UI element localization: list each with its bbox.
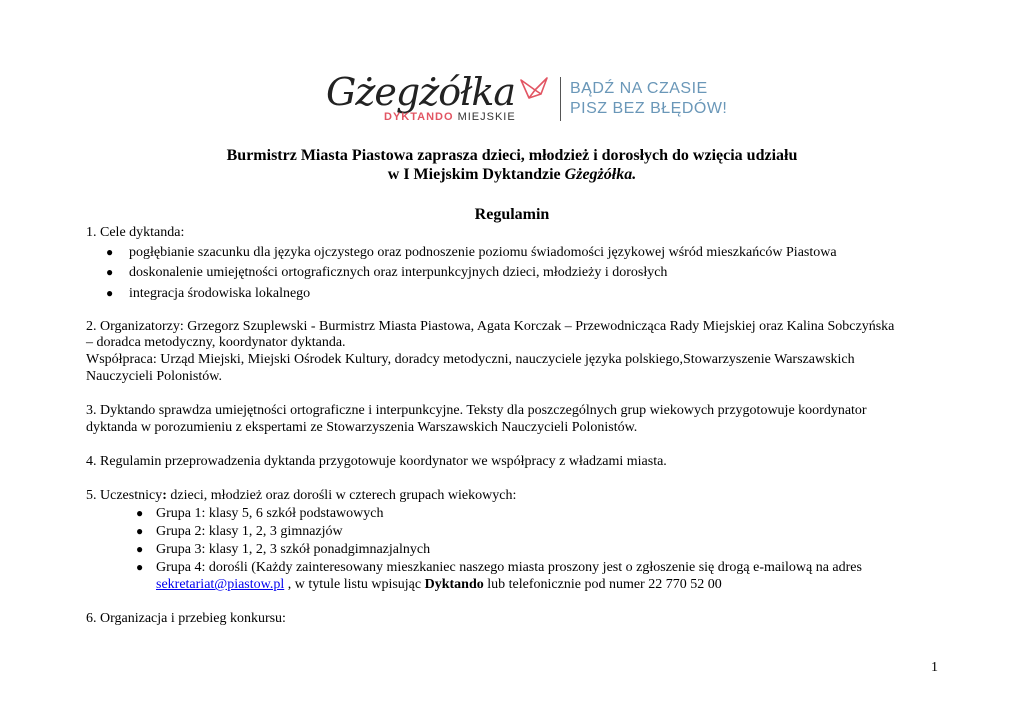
- bullet-icon: ●: [106, 245, 114, 259]
- section-2-line: Nauczycieli Polonistów.: [86, 369, 222, 384]
- section-3-line: dyktanda w porozumieniu z ekspertami ze Stowarzyszenia Warszawskich Nauczycieli Polonistów.: [86, 420, 638, 435]
- logo: [326, 70, 728, 128]
- group-4-keyword: Dyktando: [424, 577, 484, 592]
- section-2-line: Współpraca: Urząd Miejski, Miejski Ośrodek Kultury, doradcy metodyczni, nauczyciele języka polskiego,Stowarzyszenie Warszawskich: [86, 352, 855, 367]
- logo-subtitle-miejskie: MIEJSKIE: [457, 111, 516, 123]
- heading-line-2: [0, 166, 1024, 184]
- bird-icon: [519, 76, 549, 102]
- group-item: Grupa 1: klasy 5, 6 szkół podstawowych: [156, 506, 384, 521]
- bullet-icon: ●: [136, 542, 144, 556]
- section-3-line: 3. Dyktando sprawdza umiejętności ortograficzne i interpunkcyjne. Teksty dla poszczególnych grup wiekowych przygotowuje koordynator: [86, 403, 867, 418]
- logo-subtitle: [384, 110, 516, 124]
- email-link[interactable]: sekretariat@piastow.pl: [156, 577, 285, 592]
- logo-slogan-line-2: PISZ BEZ BŁĘDÓW!: [570, 100, 728, 117]
- section-1-item: doskonalenie umiejętności ortograficznych oraz interpunkcyjnych dzieci, młodzieży i dorosłych: [129, 265, 668, 280]
- group-4-continuation: [156, 576, 722, 593]
- regulamin-title: Regulamin: [474, 206, 550, 223]
- heading-line-1: Burmistrz Miasta Piastowa zaprasza dzieci, młodzież i dorosłych do wzięcia udziału: [226, 147, 798, 164]
- logo-subtitle-dyktando: DYKTANDO: [384, 111, 454, 123]
- bullet-icon: ●: [106, 265, 114, 279]
- section-5-colon: :: [162, 488, 167, 503]
- group-item: Grupa 2: klasy 1, 2, 3 gimnazjów: [156, 524, 343, 539]
- section-5-label: 5. Uczestnicy: [86, 488, 163, 503]
- logo-wordmark: Gżegżółka: [326, 70, 516, 114]
- bullet-icon: ●: [136, 506, 144, 520]
- group-4-phone-text: lub telefonicznie pod numer 22 770 52 00: [483, 577, 722, 592]
- heading-dictation-name: Gżegżółka.: [564, 166, 637, 183]
- logo-slogan: [570, 79, 727, 119]
- logo-slogan-line-1: BĄDŹ NA CZASIE: [570, 80, 708, 97]
- page-number: 1: [931, 660, 938, 675]
- heading-line-2-text: w I Miejskim Dyktandzie: [387, 166, 565, 183]
- bullet-icon: ●: [106, 286, 114, 300]
- section-1-title: 1. Cele dyktanda:: [86, 225, 185, 240]
- section-2-line: 2. Organizatorzy: Grzegorz Szuplewski - Burmistrz Miasta Piastowa, Agata Korczak – Przewodnicząca Rady Miejskiej oraz Kalina Sobczyńska: [86, 319, 895, 334]
- group-item: Grupa 4: dorośli (Każdy zainteresowany mieszkaniec naszego miasta proszony jest o zgłoszenie się drogą e-mailową na adres: [156, 560, 862, 575]
- logo-divider: [560, 77, 561, 121]
- section-5-text: dzieci, młodzież oraz dorośli w czterech grupach wiekowych:: [166, 488, 517, 503]
- group-4-text: , w tytule listu wpisując: [284, 577, 425, 592]
- section-1-item: integracja środowiska lokalnego: [129, 286, 311, 301]
- group-item: Grupa 3: klasy 1, 2, 3 szkół ponadgimnazjalnych: [156, 542, 431, 557]
- section-1-item: pogłębianie szacunku dla języka ojczystego oraz podnoszenie poziomu świadomości językowej wśród mieszkańców Piastowa: [129, 245, 837, 260]
- section-4-line: 4. Regulamin przeprowadzenia dyktanda przygotowuje koordynator we współpracy z władzami miasta.: [86, 454, 667, 469]
- bullet-icon: ●: [136, 560, 144, 574]
- section-5-title: [86, 487, 516, 504]
- section-6-title: 6. Organizacja i przebieg konkursu:: [86, 611, 286, 626]
- bullet-icon: ●: [136, 524, 144, 538]
- section-2-line: – doradca metodyczny, koordynator dyktanda.: [86, 335, 346, 350]
